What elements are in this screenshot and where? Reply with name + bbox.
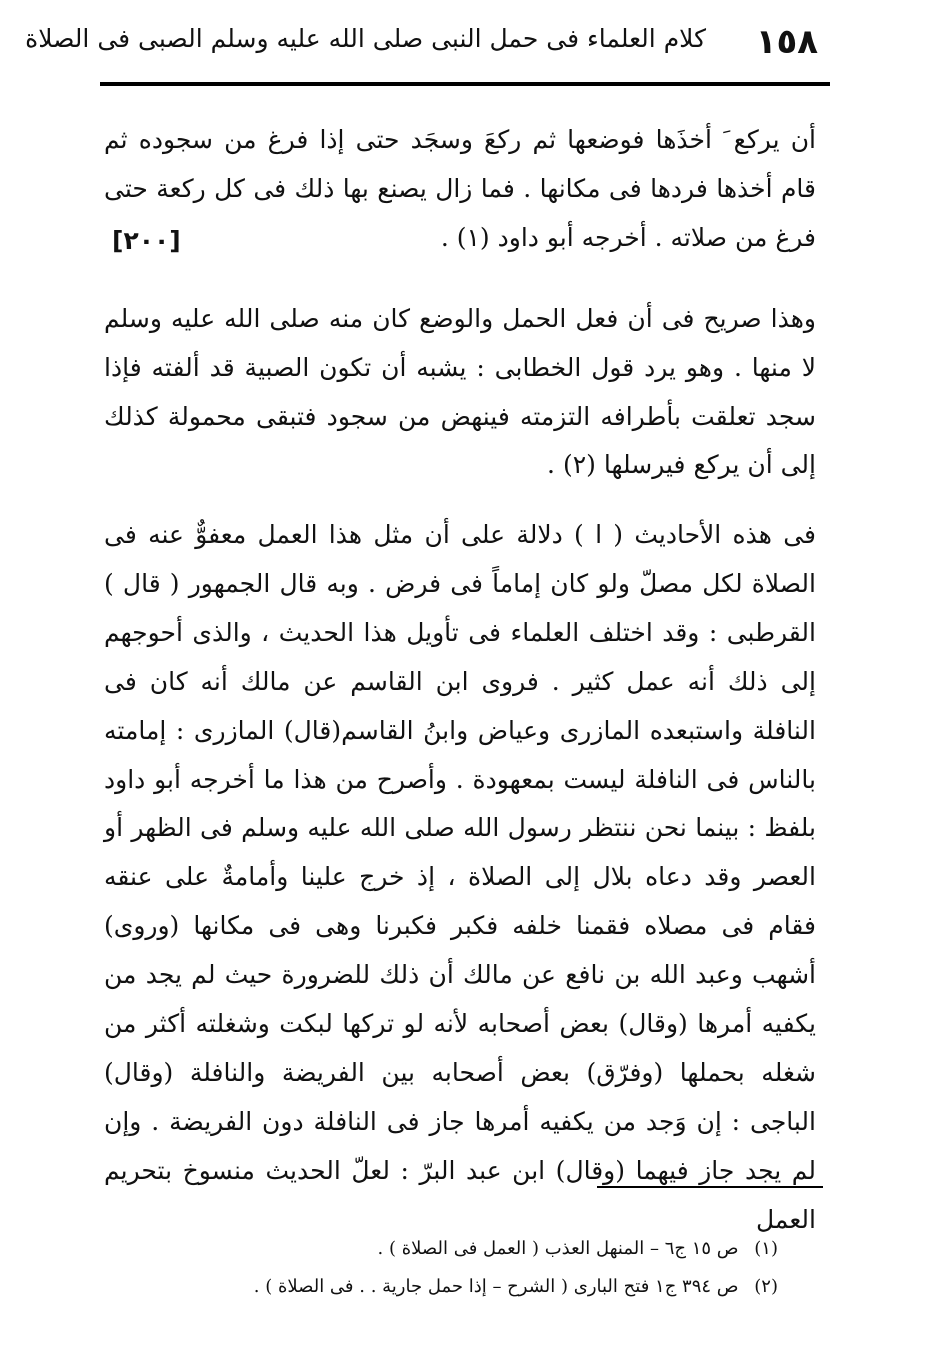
footnote-text: ص ١٥ ج٦ – المنهل العذب ( العمل فى الصلاة ) . — [377, 1238, 739, 1259]
footnote-separator — [597, 1186, 823, 1188]
page-number: ١٥٨ — [755, 22, 818, 62]
hadith-reference-number: [٢٠٠] — [112, 226, 181, 255]
header-rule — [100, 82, 830, 86]
footnotes — [218, 1230, 778, 1306]
footnote-1 — [218, 1230, 778, 1268]
paragraph-text: فى هذه الأحاديث ( ا ) دلالة على أن مثل هذا العمل معفوٌّ عنه فى الصلاة لكل مصلّ ولو كان إماماً فى فرض . وبه قال الجمهور ( قال ) القرطبى : وقد اختلف العلماء فى تأويل هذا الحديث ، والذى أحوجهم إلى ذلك أنه عمل كثير . فروى ابن القاسم عن مالك أنه كان فى النافلة واستبعده المازرى وعياض وابنُ القاسم(قال) المازرى : إمامته بالناس فى النافلة ليست بمعهودة . وأصرح من هذا ما أخرجه أبو داود بلفظ : بينما نحن ننتظر رسول الله صلى الله عليه وسلم فى الظهر أو العصر وقد دعاه بلال إلى الصلاة ، إذ خرج علينا وأمامةٌ على عنقه فقام فى مصلاه فقمنا خلفه فكبر فكبرنا وهى فى مكانها (وروى) أشهب وعبد الله بن نافع عن مالك أن ذلك للضرورة حيث لم يجد من يكفيه أمرها (وقال) بعض أصحابه لأنه لو تركها لبكت وشغلته أكثر من شغله بحملها (وفرّق) بعض أصحابه بين الفريضة والنافلة (وقال) الباجى : إن وَجد من يكفيه أمرها جاز فى النافلة دون الفريضة . وإن لم يجد جاز فيهما (وقال) ابن عبد البرّ : لعلّ الحديث منسوخ بتحريم العمل — [104, 520, 816, 1234]
paragraph-2 — [104, 295, 816, 490]
running-title: كلام العلماء فى حمل النبى صلى الله عليه وسلم الصبى فى الصلاة — [25, 24, 706, 53]
paragraph-text: وهذا صريح فى أن فعل الحمل والوضع كان منه صلى الله عليه وسلم لا منها . وهو يرد قول الخطابى : يشبه أن تكون الصبية قد ألفته فإذا سجد تعلقت بأطرافه التزمته فينهض من سجود فتبقى محمولة كذلك إلى أن يركع فيرسلها (٢) . — [104, 304, 816, 480]
footnote-mark: (١) — [754, 1238, 778, 1259]
footnote-2 — [218, 1268, 778, 1306]
paragraph-1 — [104, 116, 816, 262]
paragraph-3 — [104, 511, 816, 1245]
footnote-text: ص ٣٩٤ ج١ فتح البارى ( الشرح – إذا حمل جارية . . فى الصلاة ) . — [253, 1276, 739, 1297]
footnote-mark: (٢) — [754, 1276, 778, 1297]
paragraph-text: أن يركع َ أخذَها فوضعها ثم ركعَ وسجَد حتى إذا فرغ من سجوده ثم قام أخذها فردها فى مكانها . فما زال يصنع بها ذلك فى كل ركعة حتى فرغ من صلاته . أخرجه أبو داود (١) . — [104, 125, 816, 252]
page-header — [0, 0, 928, 82]
